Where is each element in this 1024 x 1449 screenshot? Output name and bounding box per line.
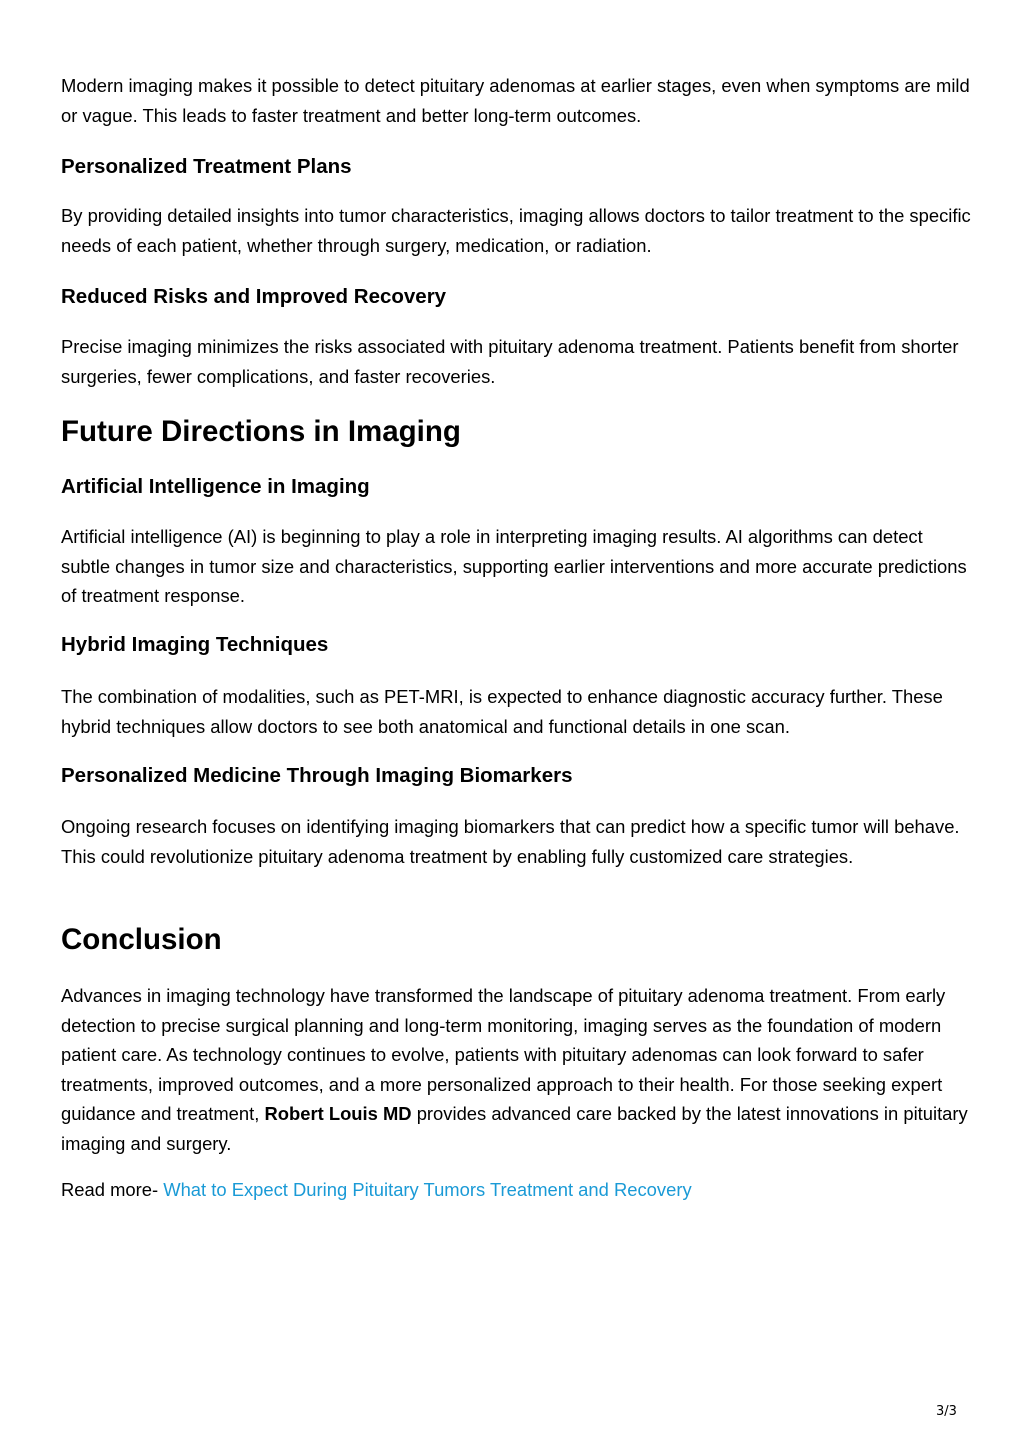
read-more <box>61 1175 973 1205</box>
paragraph-imaging-biomarkers: Ongoing research focuses on identifying imaging biomarkers that can predict how a specific tumor will behave. This could revolutionize pituitary adenoma treatment by enabling fully customized care strategies. <box>61 816 960 867</box>
heading-future-directions: Future Directions in Imaging <box>61 415 461 448</box>
heading-ai-imaging: Artificial Intelligence in Imaging <box>61 475 370 498</box>
paragraph-hybrid-imaging: The combination of modalities, such as PET-MRI, is expected to enhance diagnostic accuracy further. These hybrid techniques allow doctors to see both anatomical and functional details in one scan. <box>61 686 943 737</box>
page-number: 3/3 <box>936 1404 957 1419</box>
paragraph-early-detection: Modern imaging makes it possible to detect pituitary adenomas at earlier stages, even when symptoms are mild or vague. This leads to faster treatment and better long-term outcomes. <box>61 75 970 126</box>
heading-reduced-risks: Reduced Risks and Improved Recovery <box>61 285 447 308</box>
paragraph-conclusion <box>61 981 973 1158</box>
heading-personalized-treatment: Personalized Treatment Plans <box>61 155 352 178</box>
read-more-link[interactable]: What to Expect During Pituitary Tumors Treatment and Recovery <box>163 1179 692 1200</box>
heading-conclusion: Conclusion <box>61 923 222 956</box>
heading-hybrid-imaging: Hybrid Imaging Techniques <box>61 633 329 656</box>
heading-imaging-biomarkers: Personalized Medicine Through Imaging Biomarkers <box>61 764 573 787</box>
doctor-name: Robert Louis MD <box>264 1103 412 1124</box>
paragraph-ai-imaging: Artificial intelligence (AI) is beginning to play a role in interpreting imaging results. AI algorithms can detect subtle changes in tumor size and characteristics, supporting earlier interventions and more accurate predictions of treatment response. <box>61 526 967 606</box>
paragraph-personalized-treatment: By providing detailed insights into tumor characteristics, imaging allows doctors to tailor treatment to the specific needs of each patient, whether through surgery, medication, or radiation. <box>61 205 971 256</box>
conclusion-text-start: Advances in imaging technology have transformed the landscape of pituitary adenoma treatment. From early detection to precise surgical planning and long-term monitoring, imaging serves as the foundation of modern patient care. As technology continues to evolve, patients with pituitary adenomas can look forward to safer treatments, improved outcomes, and a more personalized approach to their health. For those seeking expert guidance and treatment, <box>61 985 946 1124</box>
conclusion-text-end: provides advanced care backed by the latest innovations in pituitary imaging and surgery. <box>61 1103 968 1154</box>
read-more-label: Read more- <box>61 1179 164 1200</box>
paragraph-reduced-risks: Precise imaging minimizes the risks associated with pituitary adenoma treatment. Patients benefit from shorter surgeries, fewer complications, and faster recoveries. <box>61 336 959 387</box>
